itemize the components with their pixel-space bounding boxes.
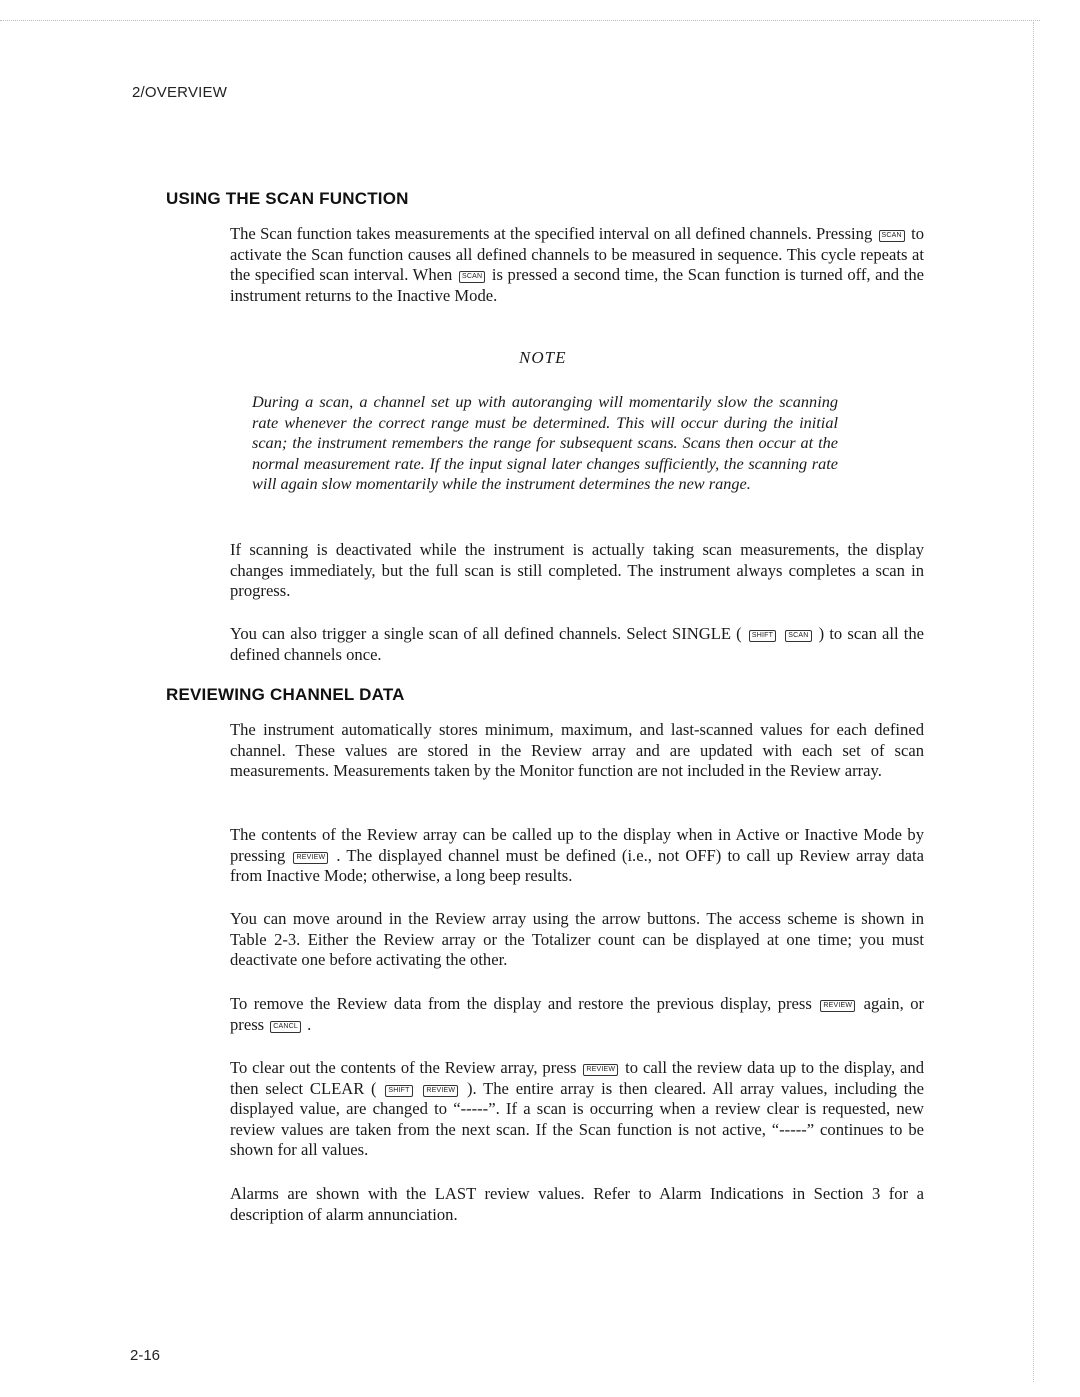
scan-paragraph-3 [230, 624, 924, 665]
text-run: . [307, 1014, 312, 1034]
page-number: 2-16 [130, 1347, 161, 1364]
text-run: You can also trigger a single scan of all defined channels. Select SINGLE ( [230, 624, 742, 643]
right-dotted-rule [1033, 22, 1034, 1382]
review-key-icon: REVIEW [293, 852, 328, 864]
text-run: To clear out the contents of the Review array, press [230, 1058, 577, 1077]
top-dotted-rule [0, 20, 1040, 21]
review-paragraph-1: The instrument automatically stores minimum, maximum, and last-scanned values for each defined channel. These values are stored in the Review array and are updated with each set of scan measurements. Measurements taken by the Monitor function are not included in the Review array. [230, 720, 924, 781]
scan-paragraph-1 [230, 224, 924, 306]
text-run: The contents of the Review array can be called up to the display when in Active or Inactive Mode by pressing [230, 825, 924, 865]
text-run: to activate the Scan function causes all defined channels to be measured in sequence. This cycle repeats at the specified scan interval. When [230, 224, 925, 285]
review-paragraph-3: You can move around in the Review array using the arrow buttons. The access scheme is shown in Table 2-3. Either the Review array or the Totalizer count can be displayed at one time; you must deactivate one before activating the other. [230, 909, 924, 970]
review-paragraph-4 [230, 994, 924, 1035]
text-run: . The displayed channel must be defined (i.e., not OFF) to call up Review array data from Inactive Mode; otherwise, a long beep results. [230, 845, 924, 886]
review-key-icon: REVIEW [423, 1085, 458, 1097]
text-run: again, or press [230, 994, 925, 1034]
review-paragraph-6: Alarms are shown with the LAST review values. Refer to Alarm Indications in Section 3 for a description of alarm annunciation. [230, 1184, 924, 1224]
review-key-icon: REVIEW [583, 1064, 618, 1076]
text-run: ) to scan all the defined channels once. [230, 624, 925, 664]
scan-section-heading: USING THE SCAN FUNCTION [166, 189, 409, 208]
text-run: to call the review data up to the display, and then select CLEAR ( [230, 1058, 924, 1098]
review-paragraph-2 [230, 825, 924, 887]
shift-key-icon: SHIFT [749, 630, 776, 642]
review-section-heading: REVIEWING CHANNEL DATA [166, 685, 405, 704]
note-title: NOTE [519, 348, 567, 367]
cancel-key-icon: CANCL [270, 1021, 301, 1033]
note-text: During a scan, a channel set up with autoranging will momentarily slow the scanning rate whenever the correct range must be determined. This will occur during the initial scan; the instrument remembers the range for subsequent scans. Scans then occur at the normal measurement rate. If the input signal later changes sufficiently, the scanning rate will again slow momentarily while the instrument determines the new range. [252, 392, 838, 494]
scan-key-icon: SCAN [459, 271, 485, 283]
scan-key-icon: SCAN [879, 230, 905, 242]
text-run: is pressed a second time, the Scan function is turned off, and the instrument returns to the Inactive Mode. [230, 265, 924, 305]
review-paragraph-5 [230, 1058, 924, 1161]
scan-key-icon: SCAN [785, 630, 811, 642]
text-run: To remove the Review data from the display and restore the previous display, press [230, 994, 812, 1013]
text-run: The Scan function takes measurements at the specified interval on all defined channels. Pressing [230, 224, 873, 243]
text-run: ). The entire array is then cleared. All array values, including the displayed value, are changed to “-----”. If a scan is occurring when a review clear is requested, new review values are taken from the next scan. If the Scan function is not active, “-----” continues to be shown for all values. [230, 1078, 925, 1160]
running-header: 2/OVERVIEW [132, 84, 228, 101]
shift-key-icon: SHIFT [385, 1085, 412, 1097]
review-key-icon: REVIEW [820, 1000, 855, 1012]
scan-paragraph-2: If scanning is deactivated while the instrument is actually taking scan measurements, the display changes immediately, but the full scan is still completed. The instrument always completes a scan in progress. [230, 540, 924, 601]
